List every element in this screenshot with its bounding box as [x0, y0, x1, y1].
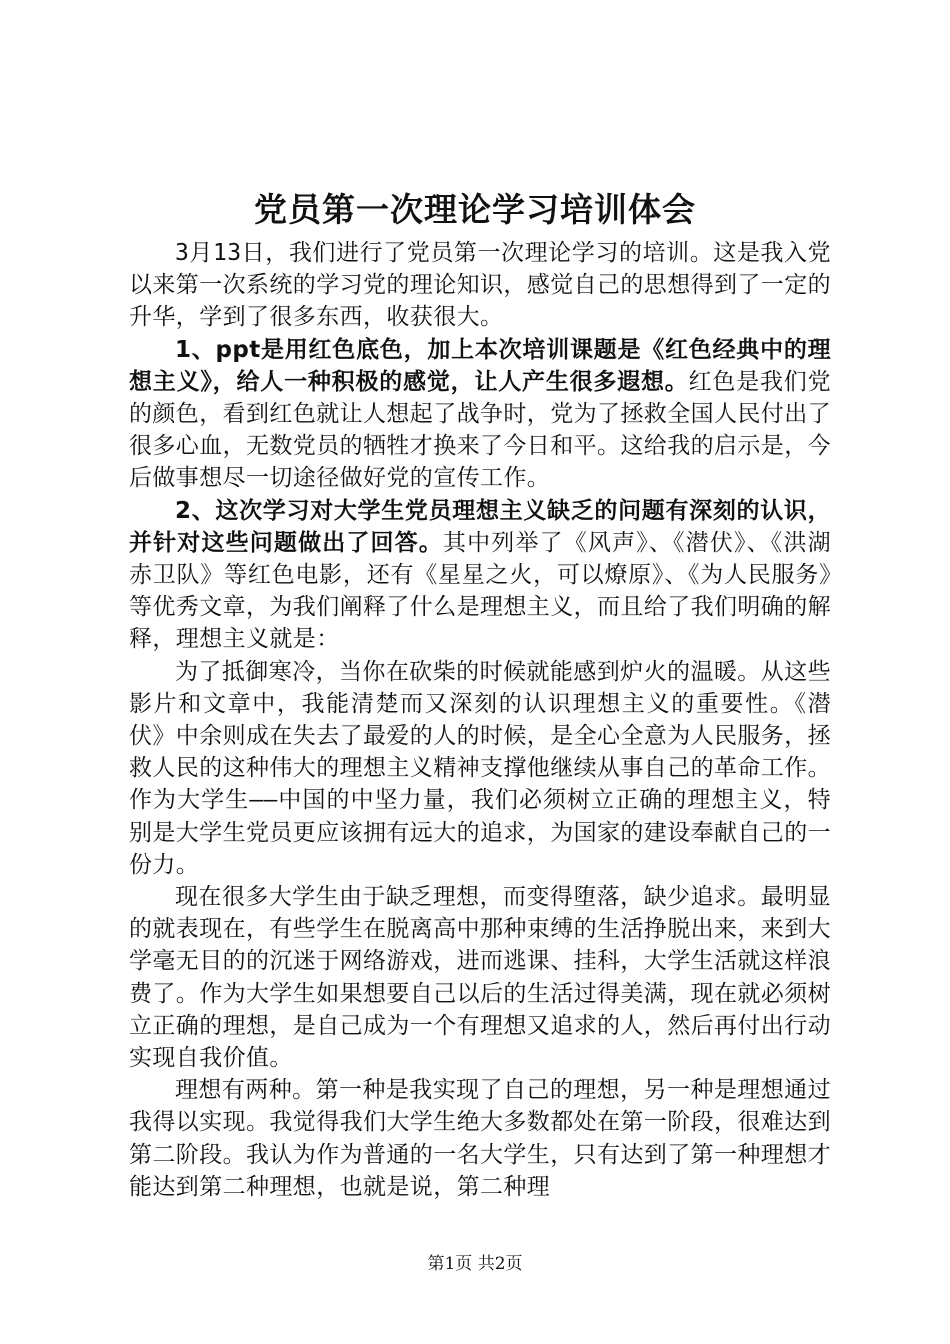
paragraph-3-bold: 2、这次学习对大学生党员理想主义缺乏的问题有深刻的认识，并针对这些问题做出了回答。	[129, 497, 831, 556]
paragraph-2-text: 红色是我们党的颜色，看到红色就让人想起了战争时，党为了拯救全国人民付出了很多心血，无数党员的牺牲才换来了今日和平。这给我的启示是，今后做事想尽一切途径做好党的宣传工作。	[129, 368, 831, 492]
paragraph-6-text: 理想有两种。第一种是我实现了自己的理想，另一种是理想通过我得以实现。我觉得我们大学生绝大多数都处在第一阶段，很难达到第二阶段。我认为作为普通的一名大学生，只有达到了第一种理想才能达到第二种理想，也就是说，第二种理	[129, 1077, 831, 1200]
paragraph-4-text: 为了抵御寒冷，当你在砍柴的时候就能感到炉火的温暖。从这些影片和文章中，我能清楚而又深刻的认识理想主义的重要性。《潜伏》中余则成在失去了最爱的人的时候，是全心全意为人民服务，拯救人民的这种伟大的理想主义精神支撑他继续从事自己的革命工作。作为大学生——中国的中坚力量，我们必须树立正确的理想主义，特别是大学生党员更应该拥有远大的追求，为国家的建设奉献自己的一份力。	[129, 658, 831, 878]
page-footer: 第1页 共2页	[427, 1254, 523, 1274]
paragraph-3	[129, 495, 831, 656]
paragraph-2	[129, 334, 831, 495]
paragraph-1-text: 3月13日，我们进行了党员第一次理论学习的培训。这是我入党以来第一次系统的学习党的理论知识，感觉自己的思想得到了一定的升华，学到了很多东西，收获很大。	[129, 240, 831, 331]
paragraph-5	[129, 881, 831, 1074]
document-title: 党员第一次理论学习培训体会	[254, 190, 696, 229]
paragraph-2-bold: 1、ppt是用红色底色，加上本次培训课题是《红色经典中的理想主义》，给人一种积极的感觉，让人产生很多遐想。	[129, 336, 831, 395]
paragraph-5-text: 现在很多大学生由于缺乏理想，而变得堕落，缺少追求。最明显的就表现在，有些学生在脱离高中那种束缚的生活挣脱出来，来到大学毫无目的的沉迷于网络游戏，进而逃课、挂科，大学生活就这样浪费了。作为大学生如果想要自己以后的生活过得美满，现在就必须树立正确的理想，是自己成为一个有理想又追求的人，然后再付出行动实现自我价值。	[129, 884, 831, 1072]
paragraph-3-text: 其中列举了《风声》、《潜伏》、《洪湖赤卫队》等红色电影，还有《星星之火，可以燎原》、《为人民服务》等优秀文章，为我们阐释了什么是理想主义，而且给了我们明确的解释，理想主义就是：	[129, 529, 832, 653]
paragraph-4	[129, 656, 831, 881]
paragraph-1	[129, 237, 831, 334]
paragraph-6	[129, 1074, 831, 1203]
document-body	[129, 237, 831, 1203]
